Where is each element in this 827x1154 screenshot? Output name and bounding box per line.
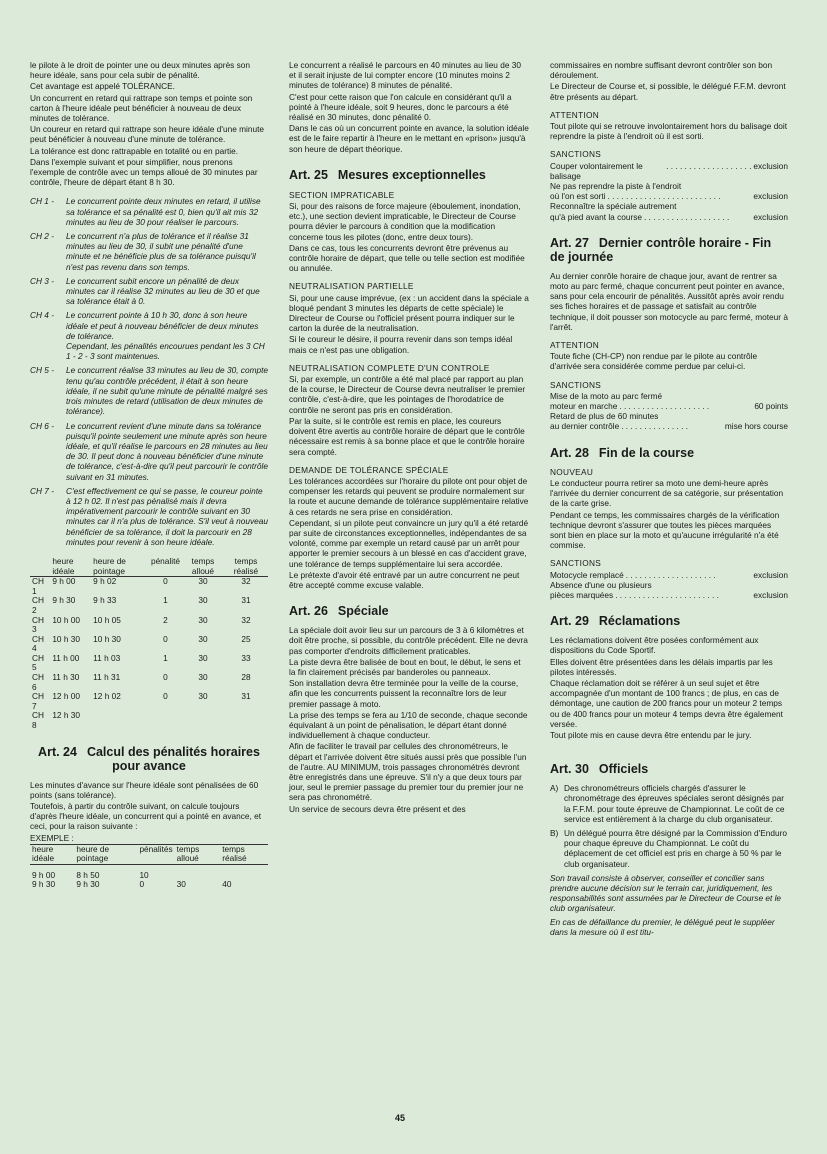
table-cell: 9 h 30 — [52, 595, 76, 606]
sanction-row — [550, 580, 788, 590]
article-heading — [289, 168, 529, 182]
sanctions-list — [550, 391, 788, 432]
table-cell: 30 — [198, 633, 208, 644]
paragraph: Le prétexte d'avoir été entravé par un autre concurrent ne peut être accepté comme excuse valable. — [289, 569, 520, 590]
table-cell: 32 — [241, 576, 251, 587]
table-row — [30, 673, 268, 692]
paragraph: Les réclamations doivent être posées conformément aux dispositions du Code Sportif. — [550, 635, 759, 656]
table-header-row — [30, 844, 268, 864]
table-row — [30, 577, 268, 597]
table-cell: 0 — [163, 691, 168, 702]
table-cell: CH 6 — [32, 672, 44, 692]
example-label: EXEMPLE : — [30, 832, 74, 843]
paragraph: Cependant, si un pilote peut convaincre un jury qu'il a été retardé par suite de circonstances exceptionnelles, indépendantes de sa volonté, comme par exemple un retard causé par un arrêt pour apporter le premier secours à un blessé en cas d'accident grave, une tolérance de temps supplémentaire lui sera accordée. — [289, 517, 529, 569]
col1-intro — [30, 60, 268, 187]
paragraph: Dans l'exemple suivant et pour simplifier, nous prenons l'exemple de contrôle avec un temps alloué de 30 minutes par contrôle, l'heure de départ étant 8 h 30. — [30, 156, 258, 188]
list-text: Des chronométreurs officiels chargés d'assurer le chronométrage des épreuves spéciales seront désignés par la F.F.M. pour toute épreuve de Championnat. Le coût de ce service est entièrement à la charge du club organisateur. — [564, 783, 785, 824]
table-header: temps alloué — [182, 557, 224, 577]
paragraph: le pilote à le droit de pointer une ou deux minutes après son heure idéale, sans pour cela subir de pénalité. — [30, 60, 251, 81]
table-cell: 10 h 00 — [52, 614, 80, 625]
paragraph: La piste devra être balisée de bout en bout, le début, le sens et la fin clairement précisés par banderoles ou panneaux. — [289, 656, 521, 677]
sanction-row — [550, 411, 788, 421]
table-cell: 1 — [163, 652, 168, 663]
ch-text: C'est effectivement ce qui se passe, le coureur pointe à 12 h 02. Il n'est pas pénalisé mais il devra impérativement parcourir le contrôle suivant en 30 minutes car il n'a plus de tolérance. S'il veut à nouveau bénéficier de sa tolérance, il doit la parcourir en 28 minutes pour revenir à son heure idéale. — [66, 485, 268, 547]
sanction-row — [550, 391, 788, 401]
section-heading: DEMANDE DE TOLÉRANCE SPÉCIALE — [289, 464, 449, 475]
table-cell — [149, 711, 182, 730]
table-cell: 30 — [198, 595, 208, 606]
table-cell — [224, 711, 268, 730]
table-cell: 12 h 30 — [52, 710, 80, 721]
table-cell: 10 h 30 — [93, 633, 121, 644]
leader-dots: . . . . . . . . . . . . . . . . . . . . . . . — [615, 589, 719, 600]
paragraph: La tolérance est donc rattrapable en totalité ou en partie. — [30, 145, 239, 156]
ch-label: CH 7 - — [30, 485, 54, 496]
table-cell: 12 h 00 — [52, 691, 80, 702]
ch-item — [30, 486, 268, 547]
article-title: Fin de la course — [598, 445, 695, 460]
table-cell: 28 — [241, 672, 251, 683]
sanction-label: au dernier contrôle — [550, 421, 620, 432]
section-heading: NEUTRALISATION COMPLETE D'UN CONTROLE — [289, 362, 490, 373]
sanction-label: où l'on est sorti — [550, 191, 606, 202]
ch-list — [30, 196, 268, 547]
article-title: Réclamations — [598, 614, 681, 629]
table-cell: 8 h 50 — [76, 869, 100, 880]
table-header: heure idéale — [50, 557, 91, 577]
ch-item — [30, 276, 268, 307]
sanction-value: 60 points — [754, 401, 788, 412]
table-header — [30, 557, 50, 577]
column-2 — [289, 60, 529, 815]
sanctions-list — [550, 570, 788, 601]
article-title: Mesures exceptionnelles — [337, 167, 486, 182]
paragraph: Tout pilote qui se retrouve involontairement hors du balisage doit reprendre la piste à l'endroit où il est sorti. — [550, 121, 788, 142]
ch-label: CH 2 - — [30, 231, 54, 242]
paragraph: Par la suite, si le contrôle est remis en place, les coureurs doivent être avertis au contrôle horaire de départ que le contrôle nécessaire est remis à sa bonne place et que le contrôle horaire sera compté. — [289, 415, 525, 457]
sanction-row — [550, 191, 788, 201]
sanction-row — [550, 181, 788, 191]
table-cell: 2 — [163, 614, 168, 625]
table-row — [30, 596, 268, 615]
ch-text: Le concurrent subit encore un pénalité de deux minutes car il réalise 32 minutes au lieu de 30 et que sa tolérance était à 0. — [66, 275, 260, 307]
paragraph: Le conducteur pourra retirer sa moto une demi-heure après l'arrivée du dernier concurrent de sa catégorie, sur présentation de la carte grise. — [550, 477, 784, 509]
sanction-label: Reconnaître la spéciale autrement — [550, 201, 677, 212]
article-number: Art. 29 — [550, 614, 589, 629]
leader-dots: . . . . . . . . . . . . . . . . . . . . — [619, 401, 710, 412]
table-cell: 33 — [241, 652, 251, 663]
section-heading: SANCTIONS — [550, 558, 602, 569]
example-table — [30, 844, 268, 890]
leader-dots: . . . . . . . . . . . . . . . . . . . — [644, 211, 730, 222]
paragraph: commissaires en nombre suffisant devront contrôler son bon déroulement. — [550, 60, 773, 81]
paragraph: La spéciale doit avoir lieu sur un parcours de 3 à 6 kilomètres et doit être proche, si possible, du contrôle précédent. Elle ne devra pas comporter d'endroits difficilement praticables. — [289, 625, 528, 656]
page-number: 45 — [395, 1113, 406, 1123]
table-cell: 11 h 03 — [93, 652, 121, 663]
ch-label: CH 1 - — [30, 196, 54, 207]
paragraph: Un coureur en retard qui rattrape son heure idéale d'une minute peut bénéficier à nouveau d'une minute de tolérance. — [30, 124, 265, 145]
sanction-value: exclusion — [753, 160, 788, 171]
table-header: temps réalisé — [224, 557, 268, 577]
column-3 — [550, 60, 788, 938]
table-cell: CH 7 — [32, 691, 44, 711]
ch-item — [30, 310, 268, 361]
paragraph: La prise des temps se fera au 1/10 de seconde, chaque seconde équivalant à un point de pénalisation, le départ étant donné individuellement à chaque conducteur. — [289, 709, 528, 741]
table-header: heure de pointage — [91, 557, 149, 577]
sanction-label: Ne pas reprendre la piste à l'endroit — [550, 181, 682, 192]
section-heading: NEUTRALISATION PARTIELLE — [289, 281, 414, 292]
sanction-row — [550, 212, 788, 222]
table-cell: 30 — [198, 614, 208, 625]
table-cell: CH 4 — [32, 633, 44, 654]
article-number: Art. 24 — [38, 744, 77, 759]
paragraph: Cet avantage est appelé TOLÉRANCE. — [30, 81, 175, 92]
table-header: pénalités — [137, 844, 174, 864]
leader-dots: . . . . . . . . . . . . . . . — [621, 421, 689, 432]
sanction-row — [550, 401, 788, 411]
sanction-row — [550, 421, 788, 431]
paragraph: Le Directeur de Course et, si possible, le délégué F.F.M. devront être présents au départ. — [550, 81, 786, 102]
ch-text: Le concurrent pointe deux minutes en retard, il utilise sa tolérance et sa pénalité est 0, bien qu'il ait mis 32 minutes au lieu de 30 pour réaliser le parcours. — [66, 196, 261, 227]
table-cell: 11 h 31 — [93, 672, 121, 683]
paragraph: Si, par exemple, un contrôle a été mal placé par rapport au plan de la course, le Directeur de Course devra neutraliser le premier contrôle, c'est-à-dire, que les pointages de l'horodatrice de contrôle ne seront pas pris en considération. — [289, 374, 526, 415]
sanction-label: Motocycle remplacé — [550, 569, 624, 580]
table-header: heure idéale — [30, 844, 74, 864]
article-heading — [550, 762, 788, 776]
ch-item — [30, 196, 268, 227]
section-heading: ATTENTION — [550, 340, 600, 351]
ch-text: Cependant, les pénalités encourues pendant les 3 CH 1 - 2 - 3 sont maintenues. — [66, 341, 265, 362]
article-number: Art. 30 — [550, 762, 589, 777]
article-title: Calcul des pénalités horaires pour avance — [86, 744, 260, 773]
article-number: Art. 26 — [289, 604, 328, 619]
sanction-value: exclusion — [753, 569, 788, 580]
ch-label: CH 3 - — [30, 275, 54, 286]
paragraph: Les minutes d'avance sur l'heure idéale sont pénalisées de 60 points (sans tolérance). — [30, 779, 259, 800]
article-title: Spéciale — [337, 604, 389, 619]
penalty-table — [30, 557, 268, 731]
paragraph: Toutefois, à partir du contrôle suivant, on calcule toujours d'après l'heure idéale, un concurrent qui a pointé en avance, et ceci, pour la raison suivante : — [30, 801, 262, 832]
sanction-value: mise hors course — [724, 421, 788, 432]
sanction-value: exclusion — [753, 589, 788, 600]
section-heading: NOUVEAU — [550, 466, 594, 477]
article-title: Officiels — [598, 762, 649, 777]
table-cell: 9 h 33 — [93, 595, 117, 606]
paragraph: Si, pour une cause imprévue, (ex : un accident dans la spéciale a bloqué pendant 3 minutes les départs de cette spéciale) le Directeur de Course ou l'officiel présent pourra indiquer sur le carton la durée de la neutralisation. — [289, 292, 529, 334]
sanction-row — [550, 161, 788, 181]
section-heading: ATTENTION — [550, 109, 600, 120]
article-number: Art. 27 — [550, 235, 589, 250]
table-cell: 31 — [241, 691, 251, 702]
table-header: heure de pointage — [74, 844, 137, 864]
sanction-value: exclusion — [753, 211, 788, 222]
table-cell: 9 h 30 — [32, 879, 56, 890]
list-item — [550, 783, 788, 824]
table-header: temps réalisé — [220, 844, 268, 864]
sanctions-list — [550, 161, 788, 222]
paragraph: Si le coureur le désire, il pourra revenir dans son temps idéal mais ce n'est pas une obligation. — [289, 334, 513, 355]
sanction-label: Mise de la moto au parc fermé — [550, 390, 663, 401]
ch-text: Le concurrent revient d'une minute dans sa tolérance puisqu'il pointe seulement une minute après son heure idéale, et qu'il réalise le parcours en 28 minutes au lieu de 30. Il peut donc à nouveau bénéficier d'une minute de tolérance, c'est-à-dire qu'il peut parcourir le contrôle suivant en 31 minutes. — [66, 420, 268, 482]
paragraph: Son installation devra être terminée pour la veille de la course, afin que les concurrents puissent la reconnaître lors de leur premier passage à moto. — [289, 678, 519, 709]
paragraph: Au dernier conrôle horaire de chaque jour, avant de rentrer sa moto au parc fermé, chaque concurrent peut pointer en avance, sans pour cela encourir de pénalités. Aussitôt après avoir rendu ses fiches horaires et de passage et satisfait au contrôle technique, il doit pousser son motocycle au parc fermé, moteur à l'arrêt. — [550, 270, 788, 332]
paragraph: Un concurrent en retard qui rattrape son temps et pointe son carton à l'heure idéale peut bénéficier à nouveau de deux minutes de tolérance. — [30, 92, 253, 124]
section-heading: SANCTIONS — [550, 379, 602, 390]
list-label: B) — [550, 827, 559, 838]
table-cell — [91, 711, 149, 730]
sanction-value: exclusion — [753, 191, 788, 202]
list-label: A) — [550, 783, 559, 794]
table-cell: 9 h 00 — [32, 869, 56, 880]
sanction-label: Couper volontairement le balisage — [550, 160, 643, 181]
paragraph: Pendant ce temps, les commissaires chargés de la vérification technique devront s'assurer que toutes les pièces marquées sont bien en place sur la moto et qu'aucune irrégularité n'a été commise. — [550, 509, 780, 551]
table-cell: 32 — [241, 614, 251, 625]
paragraph: Chaque réclamation doit se référer à un seul sujet et être accompagnée d'un montant de 100 francs ; de plus, en cas de démontage, une caution de 200 francs pour un moteur 2 temps ou de 400 francs pour un moteur 4 temps devra être également versée. — [550, 677, 783, 729]
table-cell: CH 5 — [32, 652, 44, 673]
table-cell: 30 — [176, 879, 186, 890]
table-cell: 0 — [163, 672, 168, 683]
table-row — [30, 880, 268, 890]
table-cell: 30 — [198, 576, 208, 587]
sanction-label: moteur en marche — [550, 401, 618, 412]
table-cell: 0 — [163, 576, 168, 587]
table-row — [30, 654, 268, 673]
leader-dots: . . . . . . . . . . . . . . . . . . . . . . . . . — [607, 191, 721, 202]
article-heading — [30, 745, 268, 773]
table-cell: 25 — [241, 633, 251, 644]
table-cell: 10 h 05 — [93, 614, 121, 625]
paragraph: Tout pilote mis en cause devra être entendu par le jury. — [550, 729, 752, 740]
paragraph: Les tolérances accordées sur l'horaire du pilote ont pour objet de compenser les retards qui peuvent se produire normalement sur la route et aucune demande de tolérance supplémentaire relative à ces retards ne sera prise en considération. — [289, 475, 529, 517]
ch-text: Le concurrent n'a plus de tolérance et il réalise 31 minutes au lieu de 30, il subit une pénalité d'une minute et ne bénéficie plus de sa tolérance puisqu'il n'est pas revenu dans son temps. — [66, 231, 256, 272]
ch-item — [30, 421, 268, 482]
column-1 — [30, 60, 268, 890]
ch-label: CH 5 - — [30, 365, 54, 376]
table-cell: 30 — [198, 691, 208, 702]
table-row — [30, 692, 268, 711]
article-heading — [550, 236, 788, 264]
article-heading — [550, 446, 788, 460]
table-cell: 10 — [139, 869, 149, 880]
paragraph: Dans le cas où un concurrent pointe en avance, la solution idéale est de le faire repartir à l'heure en le mettant en «prison» jusqu'à son heure de départ théorique. — [289, 123, 529, 154]
ch-label: CH 4 - — [30, 310, 54, 321]
article-heading — [289, 604, 529, 618]
paragraph: Son travail consiste à observer, conseiller et concilier sans prendre aucune décision sur le terrain car, juridiquement, les responsabilités sont assumées par le Directeur de Course et le club organisateur. — [550, 872, 782, 914]
table-cell: 11 h 00 — [52, 652, 80, 663]
ch-label: CH 6 - — [30, 420, 54, 431]
table-cell: 9 h 02 — [93, 576, 117, 587]
table-header-row — [30, 557, 268, 577]
table-header: pénalité — [149, 557, 182, 577]
article-number: Art. 28 — [550, 445, 589, 460]
sanction-label: qu'à pied avant la course — [550, 211, 642, 222]
section-heading: SANCTIONS — [550, 149, 602, 160]
ch-item — [30, 231, 268, 272]
leader-dots: . . . . . . . . . . . . . . . . . . . — [666, 160, 752, 171]
table-row — [30, 711, 268, 730]
sanction-row — [550, 570, 788, 580]
list-item — [550, 828, 788, 869]
ch-item — [30, 365, 268, 416]
leader-dots: . . . . . . . . . . . . . . . . . . . . — [625, 569, 716, 580]
ch-text: Le concurrent réalise 33 minutes au lieu de 30, compte tenu qu'au contrôle précédent, il était à son heure idéale, il ne subit qu'une minute de pénalité malgré ses trois minutes de retard (utilisation de deux minutes de tolérance). — [66, 365, 269, 417]
table-row — [30, 871, 268, 881]
sanction-row — [550, 590, 788, 600]
table-cell: 1 — [163, 595, 168, 606]
paragraph: Un service de secours devra être présent et des — [289, 803, 466, 814]
table-cell: CH 1 — [32, 576, 44, 596]
table-cell: CH 3 — [32, 614, 44, 635]
table-cell: CH 2 — [32, 595, 44, 615]
table-header: temps alloué — [175, 844, 221, 864]
table-cell: 31 — [241, 595, 251, 606]
list-text: Un délégué pourra être désigné par la Commission d'Enduro pour chaque épreuve du Championnat. Le coût du déplacement de cet officiel est pris en charge à 50 % par le club organisateur. — [564, 827, 787, 869]
table-cell: 11 h 30 — [52, 672, 80, 683]
table-cell: 30 — [198, 672, 208, 683]
table-cell: 0 — [139, 879, 145, 890]
table-cell: 0 — [163, 633, 168, 644]
table-cell: CH 8 — [32, 710, 44, 731]
article-title: Dernier contrôle horaire - Fin de journée — [550, 235, 772, 264]
paragraph: Dans ce cas, tous les concurrents devront être prévenus au contrôle horaire de départ, que telle ou telle section est modifiée ou annulée. — [289, 242, 525, 274]
sanction-label: Retard de plus de 60 minutes — [550, 411, 659, 422]
table-cell — [182, 711, 224, 730]
paragraph: Afin de faciliter le travail par cellules des chronométreurs, le départ et l'arrivée doivent être situés aussi près que possible l'un de l'autre. AU MINIMUM, trois passages chronométrés devront être enregistrés dans une épreuve. S'il n'y a que deux tours par jour, seul le premier passage du premier tour du premier jour ne sera pas chronométré. — [289, 741, 527, 803]
table-row — [30, 616, 268, 635]
paragraph: En cas de défaillance du premier, le délégué peut le suppléer dans la mesure où il est titu- — [550, 916, 775, 937]
table-cell: 9 h 00 — [52, 576, 76, 587]
table-cell: 9 h 30 — [76, 879, 100, 890]
article-heading — [550, 614, 788, 628]
paragraph: Toute fiche (CH-CP) non rendue par le pilote au contrôle d'arrivée sera considérée comme perdue par celui-ci. — [550, 351, 758, 372]
article-number: Art. 25 — [289, 167, 328, 182]
table-cell: 10 h 30 — [52, 633, 80, 644]
sanction-label: pièces marquées — [550, 589, 614, 600]
sanction-row — [550, 201, 788, 211]
paragraph: Si, pour des raisons de force majeure (éboulement, inondation, etc.), une section devient impraticable, le Directeur de Course pourra dévier le parcours à condition que la modification concerne tous les pilotes (donc, entre deux tours). — [289, 201, 521, 242]
table-cell: 12 h 02 — [93, 691, 121, 702]
table-row — [30, 635, 268, 654]
paragraph: Elles doivent être présentées dans les délais impartis par les pilotes intéressés. — [550, 656, 773, 677]
paragraph: Le concurrent a réalisé le parcours en 40 minutes au lieu de 30 et il serait injuste de lui compter encore (10 minutes moins 2 minutes de tolérance) 8 minutes de pénalité. — [289, 60, 521, 91]
table-cell: 40 — [222, 879, 232, 890]
section-heading: SECTION IMPRATICABLE — [289, 189, 395, 200]
ch-text: Le concurrent pointe à 10 h 30, donc à son heure idéale et peut à nouveau bénéficier de deux minutes de tolérance. — [66, 310, 259, 341]
sanction-label: Absence d'une ou plusieurs — [550, 579, 652, 590]
paragraph: C'est pour cette raison que l'on calcule en considérant qu'il a pointé à l'heure idéale, soit 9 heures, donc le parcours a été réalisé en 30 minutes, donc pénalité 0. — [289, 91, 512, 123]
table-cell: 30 — [198, 652, 208, 663]
